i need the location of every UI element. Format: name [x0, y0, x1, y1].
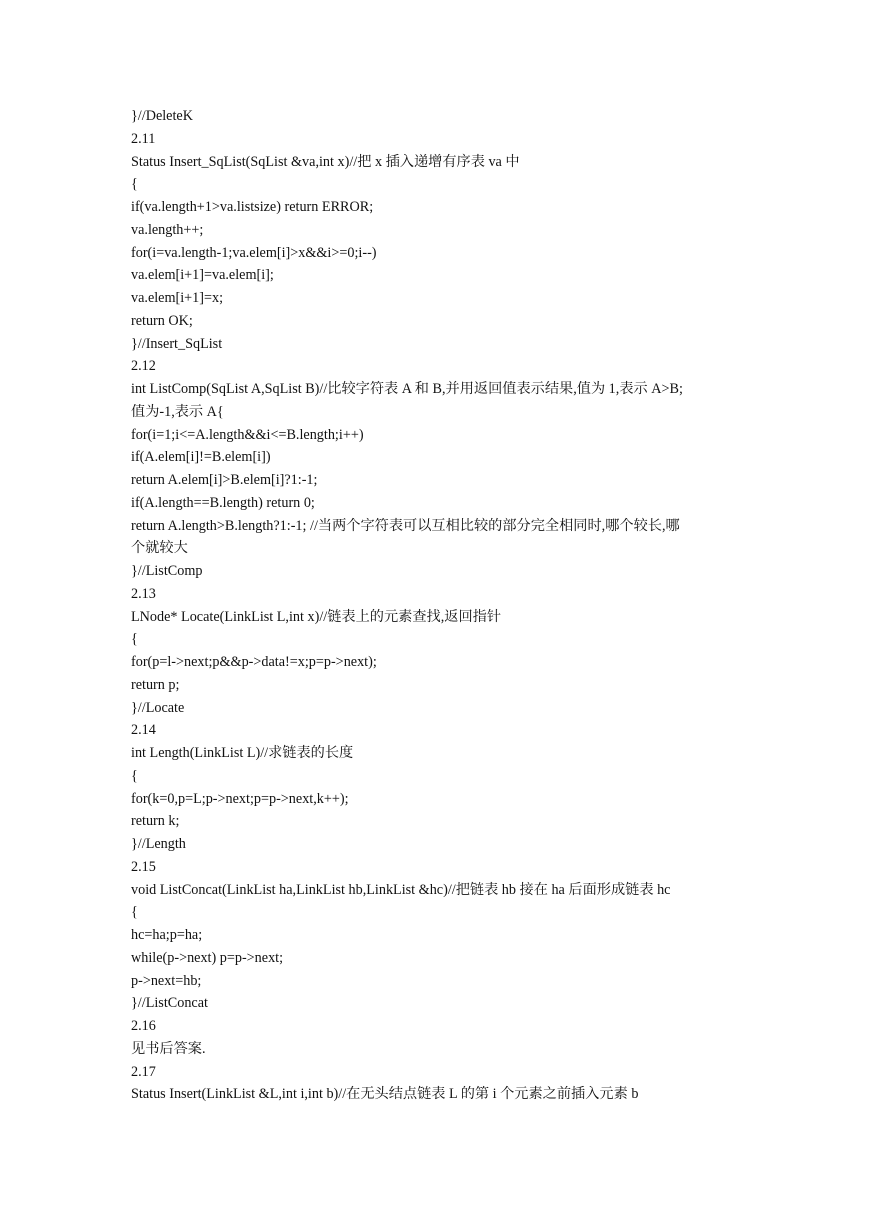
- text-line: if(A.elem[i]!=B.elem[i]): [131, 449, 271, 466]
- text-line: 2.16: [131, 1018, 156, 1034]
- text-line: return k;: [131, 813, 180, 830]
- text-line: }//DeleteK: [131, 108, 193, 124]
- text-line: for(p=l->next;p&&p->data!=x;p=p->next);: [131, 654, 377, 670]
- text-line: }//ListComp: [131, 563, 203, 579]
- text-line: {: [131, 767, 138, 784]
- text-line: if(va.length+1>va.listsize) return ERROR;: [131, 199, 374, 215]
- text-line: 见书后答案.: [131, 1040, 206, 1057]
- text-line: return A.length>B.length?1:-1; //当两个字符表可以互相比较的部分完全相同时,哪个较长,哪: [131, 517, 680, 534]
- text-line: }//Locate: [131, 699, 185, 716]
- text-line: for(k=0,p=L;p->next;p=p->next,k++);: [131, 790, 349, 807]
- text-line: {: [131, 904, 138, 921]
- text-line: va.elem[i+1]=va.elem[i];: [131, 267, 274, 284]
- text-line: {: [131, 631, 138, 648]
- text-line: for(i=va.length-1;va.elem[i]>x&&i>=0;i--): [131, 244, 377, 261]
- text-line: va.length++;: [131, 221, 204, 238]
- text-line: for(i=1;i<=A.length&&i<=B.length;i++): [131, 426, 364, 443]
- text-line: LNode* Locate(LinkList L,int x)//链表上的元素查找,返回指针: [131, 608, 502, 625]
- text-line: hc=ha;p=ha;: [131, 927, 203, 943]
- text-line: }//Length: [131, 836, 186, 852]
- text-line: void ListConcat(LinkList ha,LinkList hb,LinkList &hc)//把链表 hb 接在 ha 后面形成链表 hc: [131, 881, 671, 898]
- text-line: 2.11: [131, 130, 156, 147]
- text-line: Status Insert_SqList(SqList &va,int x)//把 x 插入递增有序表 va 中: [131, 153, 520, 170]
- text-line: {: [131, 176, 138, 193]
- text-line: 2.14: [131, 722, 156, 739]
- text-line: return OK;: [131, 312, 193, 329]
- text-line: p->next=hb;: [131, 972, 202, 989]
- text-line: 2.15: [131, 858, 156, 875]
- text-line: 值为-1,表示 A{: [131, 403, 224, 420]
- text-line: int Length(LinkList L)//求链表的长度: [131, 745, 354, 761]
- text-line: if(A.length==B.length) return 0;: [131, 494, 315, 511]
- text-line: 2.12: [131, 358, 156, 375]
- text-line: 2.17: [131, 1063, 156, 1080]
- text-line: Status Insert(LinkList &L,int i,int b)//在无头结点链表 L 的第 i 个元素之前插入元素 b: [131, 1086, 639, 1103]
- text-line: va.elem[i+1]=x;: [131, 290, 224, 306]
- text-line: }//Insert_SqList: [131, 335, 223, 352]
- text-line: 2.13: [131, 585, 156, 602]
- text-line: 个就较大: [131, 540, 188, 557]
- text-line: return A.elem[i]>B.elem[i]?1:-1;: [131, 472, 318, 488]
- text-line: return p;: [131, 676, 180, 693]
- document-body: [131, 105, 751, 1106]
- text-line: }//ListConcat: [131, 995, 208, 1012]
- text-line: int ListComp(SqList A,SqList B)//比较字符表 A 和 B,并用返回值表示结果,值为 1,表示 A>B;: [131, 381, 683, 397]
- text-line: while(p->next) p=p->next;: [131, 949, 284, 966]
